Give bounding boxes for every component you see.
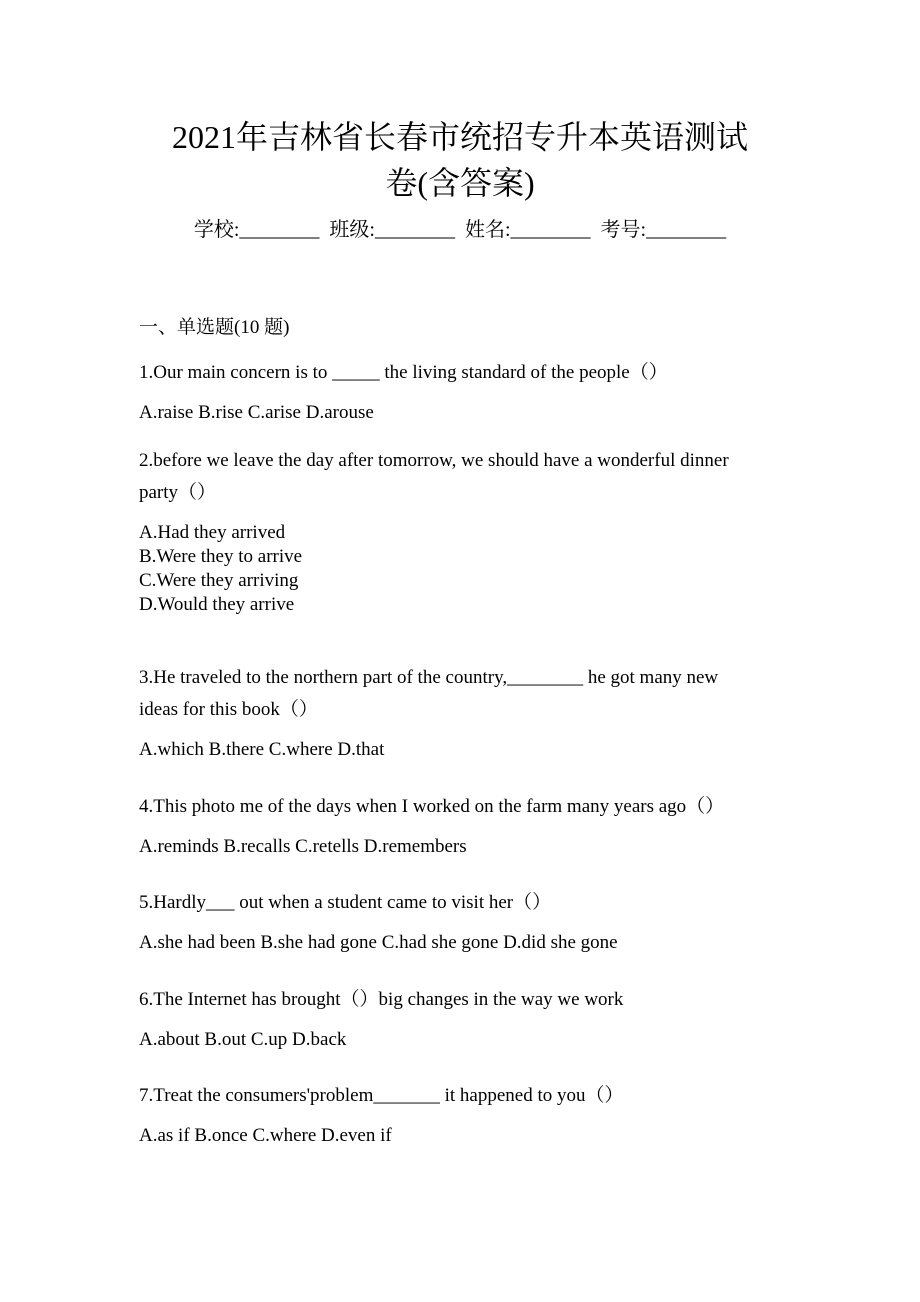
- question-6: 6.The Internet has brought（）big changes in the way we work: [139, 989, 624, 1010]
- question-2-option-d: D.Would they arrive: [139, 594, 295, 615]
- question-5: 5.Hardly___ out when a student came to visit her（）: [139, 892, 552, 913]
- question-1-options: A.raise B.rise C.arise D.arouse: [139, 402, 374, 423]
- question-4: 4.This photo me of the days when I worked on the farm many years ago（）: [139, 796, 725, 817]
- student-info-line: 学校:________ 班级:________ 姓名:________ 考号:________: [193, 219, 727, 241]
- section-heading: 一、单选题(10 题): [139, 317, 290, 338]
- question-3-options: A.which B.there C.where D.that: [139, 739, 385, 760]
- question-7: 7.Treat the consumers'problem_______ it happened to you（）: [139, 1085, 624, 1106]
- question-2-cont: party（）: [139, 482, 217, 503]
- question-2-option-b: B.Were they to arrive: [139, 546, 303, 567]
- question-6-options: A.about B.out C.up D.back: [139, 1029, 347, 1050]
- question-1: 1.Our main concern is to _____ the living standard of the people（）: [139, 362, 668, 383]
- question-2: 2.before we leave the day after tomorrow, we should have a wonderful dinner: [139, 450, 729, 471]
- question-3-cont: ideas for this book（）: [139, 699, 318, 720]
- question-2-option-c: C.Were they arriving: [139, 570, 299, 591]
- question-4-options: A.reminds B.recalls C.retells D.remembers: [139, 836, 467, 857]
- document-title-line1: 2021年吉林省长春市统招专升本英语测试: [171, 119, 748, 155]
- question-2-option-a: A.Had they arrived: [139, 522, 286, 543]
- question-7-options: A.as if B.once C.where D.even if: [139, 1125, 392, 1146]
- question-5-options: A.she had been B.she had gone C.had she gone D.did she gone: [139, 932, 618, 953]
- document-title-line2: 卷(含答案): [385, 165, 535, 201]
- question-3: 3.He traveled to the northern part of the country,________ he got many new: [139, 667, 719, 688]
